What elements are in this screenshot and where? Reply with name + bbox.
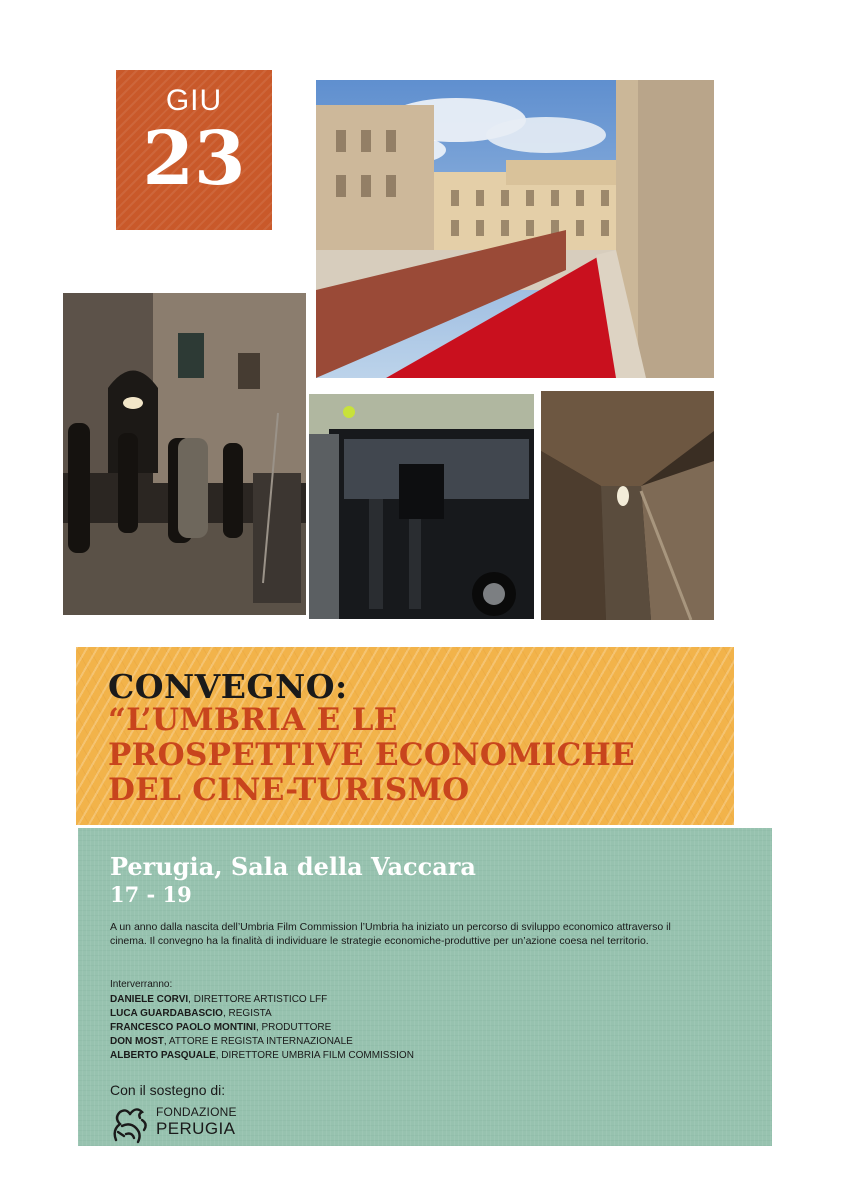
event-venue: Perugia, Sala della Vaccara [110, 852, 476, 881]
speaker-role: , DIRETTORE UMBRIA FILM COMMISSION [215, 1050, 414, 1061]
speaker-name: FRANCESCO PAOLO MONTINI [110, 1022, 256, 1033]
title-line: DEL CINE-TURISMO [108, 772, 470, 808]
title-subheading [108, 703, 728, 808]
speaker-item [110, 1035, 414, 1049]
logo-line2: PERUGIA [156, 1119, 236, 1138]
event-description: A un anno dalla nascita dell’Umbria Film Commission l’Umbria ha iniziato un percorso di sviluppo economico attraverso il cinema. Il convegno ha la finalità di individuare le strategie economiche-produttive per un’azione coesa nel territorio. [110, 921, 671, 947]
speaker-name: DON MOST [110, 1036, 164, 1047]
speakers-list [110, 978, 414, 1063]
date-day: 23 [142, 116, 246, 202]
photo-underground-corridor [541, 391, 714, 620]
speaker-role: , REGISTA [222, 1008, 272, 1019]
title-heading: CONVEGNO: [108, 667, 348, 706]
speaker-role: , DIRETTORE ARTISTICO LFF [188, 994, 328, 1005]
speaker-name: LUCA GUARDABASCIO [110, 1008, 223, 1019]
speaker-name: DANIELE CORVI [110, 994, 189, 1005]
title-line: “L’UMBRIA E LE [108, 702, 398, 738]
support-label: Con il sostegno di: [110, 1082, 226, 1098]
date-month: GIU [165, 84, 223, 117]
title-line: PROSPETTIVE ECONOMICHE [108, 737, 636, 773]
speakers-intro: Interverranno: [110, 979, 173, 990]
speaker-item [110, 1049, 414, 1063]
speaker-role: , PRODUTTORE [255, 1022, 332, 1033]
photo-night-film-set [63, 293, 306, 615]
logo-line1: FONDAZIONE [156, 1105, 237, 1119]
griffin-icon [108, 1102, 152, 1146]
speaker-item [110, 1007, 414, 1021]
photo-camera-car [309, 394, 534, 619]
speaker-item [110, 993, 414, 1007]
speaker-role: , ATTORE E REGISTA INTERNAZIONALE [163, 1036, 353, 1047]
photo-piazza-red-carpet [316, 80, 714, 378]
title-block [76, 647, 734, 825]
fondazione-perugia-logo [108, 1102, 248, 1146]
speaker-name: ALBERTO PASQUALE [110, 1050, 216, 1061]
event-time: 17 - 19 [110, 882, 192, 907]
info-block [78, 828, 772, 1146]
date-badge [116, 70, 272, 230]
speaker-item [110, 1021, 414, 1035]
